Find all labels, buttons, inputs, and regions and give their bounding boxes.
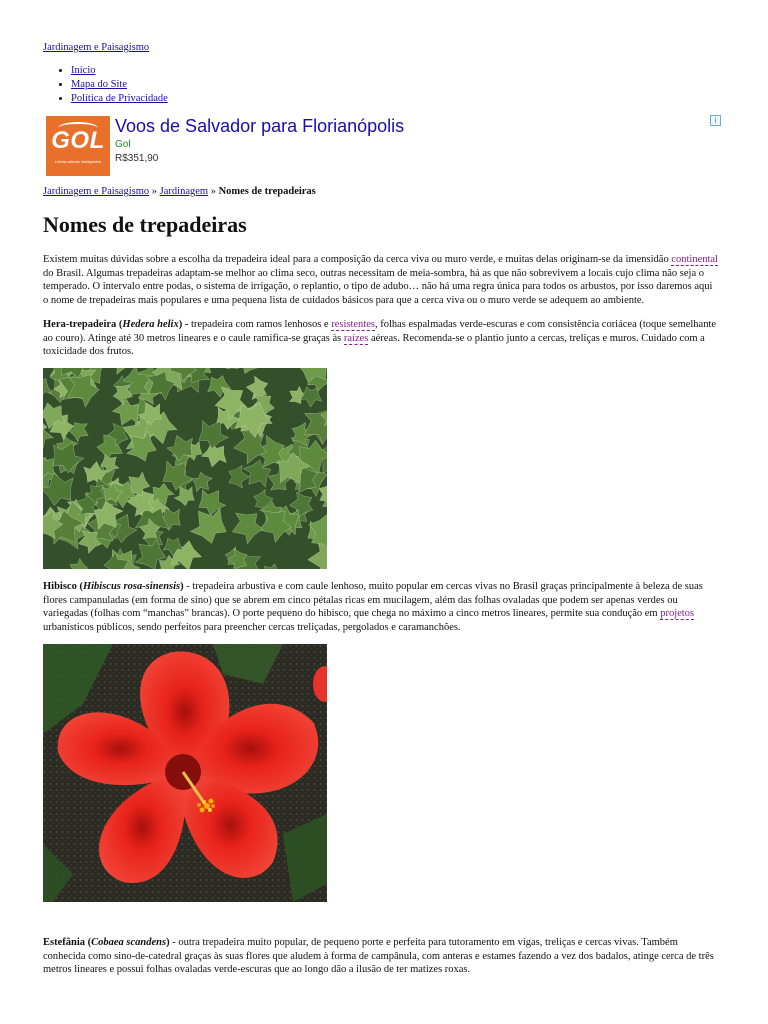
estefania-name: Estefânia: [43, 937, 85, 948]
ad-title-link[interactable]: Voos de Salvador para Florianópolis: [115, 116, 405, 136]
ad-choices-icon[interactable]: i: [710, 115, 721, 126]
breadcrumb-home-link[interactable]: Jardinagem e Paisagismo: [43, 186, 150, 197]
hera-dash: -: [182, 319, 191, 330]
gol-logo[interactable]: [46, 116, 110, 176]
intro-text: Existem muitas dúvidas sobre a escolha da trepadeira ideal para a composição da cerca viva ou muro verde, e muitas delas originam-se da imensidão: [43, 254, 672, 265]
hera-text-3: aéreas. Recomenda-se o plantio junto a cercas, treliças e muros. Cuidado com a toxicidade dos frutos.: [43, 332, 705, 357]
ivy-photo: [43, 368, 327, 569]
intro-paragraph: [43, 253, 718, 307]
hera-paren-close: ): [178, 319, 183, 330]
breadcrumb-separator: »: [208, 186, 219, 197]
estefania-scientific-name: Cobaea scandens: [91, 937, 167, 948]
hera-name: Hera-trepadeira: [43, 319, 117, 330]
estefania-text: - outra trepadeira muito popular, de pequeno porte e perfeita para tutoramento em vigas, treliças e cercas vivas. Também conhecida como sino-de-catedral graças às suas flores que aludem à forma de campânula, com anteras e estames fazendo a vez dos badalos, atinge cerca de três metros lineares e possui folhas ovaladas verde-escuras que ao longo dão a ilusão de ter matizes roxas.: [43, 937, 714, 975]
nav-link-mapa-do-site[interactable]: Mapa do Site: [71, 79, 127, 90]
ivy-leaves-image: [43, 368, 327, 569]
estefania-paren-open: (: [85, 937, 92, 948]
hibiscus-flower-image: [43, 644, 327, 902]
nav-link-politica-privacidade[interactable]: Política de Privacidade: [71, 93, 168, 104]
ad-price: R$351,90: [115, 153, 159, 164]
site-nav: [53, 64, 168, 106]
estefania-paren-close: ): [166, 937, 170, 948]
hibisco-name: Hibisco: [43, 581, 77, 592]
hibisco-paren-open: (: [76, 581, 83, 592]
hibisco-paren-close: ): [180, 581, 184, 592]
keyword-link-continental[interactable]: continental: [671, 254, 718, 265]
hera-text: trepadeira com ramos lenhosos e: [190, 319, 332, 330]
nav-item-privacidade: [71, 92, 168, 106]
site-title-link[interactable]: Jardinagem e Paisagismo: [43, 42, 150, 53]
estefania-paragraph: [43, 936, 718, 977]
gol-logo-subtext: Linhas aéreas inteligentes: [54, 159, 102, 164]
gol-logo-text: GOL: [51, 127, 105, 154]
hera-paren-open: (: [116, 319, 123, 330]
breadcrumb-section-link[interactable]: Jardinagem: [159, 186, 209, 197]
keyword-link-resistentes[interactable]: resistentes: [331, 319, 375, 330]
keyword-link-raizes[interactable]: raízes: [343, 332, 369, 344]
hera-text-2: , folhas espalmadas verde-escuras e com consistência coriácea (toque semelhante ao couro). Atinge até 30 metros lineares e o caule ramifica-se graças às: [43, 319, 717, 344]
hibisco-text: trepadeira arbustiva e com caule lenhoso, muito popular em cercas vivas no Brasil graças principalmente à beleza de suas flores campanuladas (em forma de sino) que se abrem em cinco pétalas ricas em mucilagem, além das folhas ovaladas que podem ser apenas verdes ou variegadas (folhas com “manchas” brancas). O porte pequeno do hibisco, que chega no máximo a cinco metros lineares, permite sua condução em: [43, 581, 703, 619]
nav-item-mapa: [71, 78, 168, 92]
hera-paragraph: [43, 318, 718, 359]
hibiscus-photo: [43, 644, 327, 902]
sponsored-ad[interactable]: [43, 114, 721, 178]
nav-link-inicio[interactable]: Início: [71, 65, 96, 76]
keyword-link-projetos[interactable]: projetos: [660, 608, 695, 619]
ad-advertiser[interactable]: Gol: [115, 139, 131, 150]
hibisco-text-2: urbanísticos públicos, sendo perfeitos para preencher cercas treliçadas, pergolados e caramanchões.: [43, 621, 461, 633]
breadcrumb-separator: »: [149, 186, 160, 197]
hibisco-paragraph: [43, 580, 718, 634]
page-title: Nomes de trepadeiras: [43, 212, 247, 237]
nav-item-inicio: [71, 64, 168, 78]
hera-scientific-name: Hedera helix: [122, 319, 179, 330]
hibisco-dash: -: [183, 581, 193, 592]
intro-text-rest: do Brasil. Algumas trepadeiras adaptam-se melhor ao clima seco, outras necessitam de meia-sombra, há as que não sobrevivem a locais cujo clima não seja o temperado. O intervalo entre podas, o sistema de irrigação, o replantio, o tipo de adubo… não há uma regra única para todos os arbustos, por isso daremos aqui o nome de trepadeiras mais populares e uma pequena lista de cuidados básicos para que a cerca viva ou o muro verde se adequem ao ambiente.: [43, 267, 713, 306]
breadcrumb: [43, 185, 316, 199]
hibisco-scientific-name: Hibiscus rosa-sinensis: [82, 581, 181, 592]
breadcrumb-current: Nomes de trepadeiras: [218, 186, 316, 197]
